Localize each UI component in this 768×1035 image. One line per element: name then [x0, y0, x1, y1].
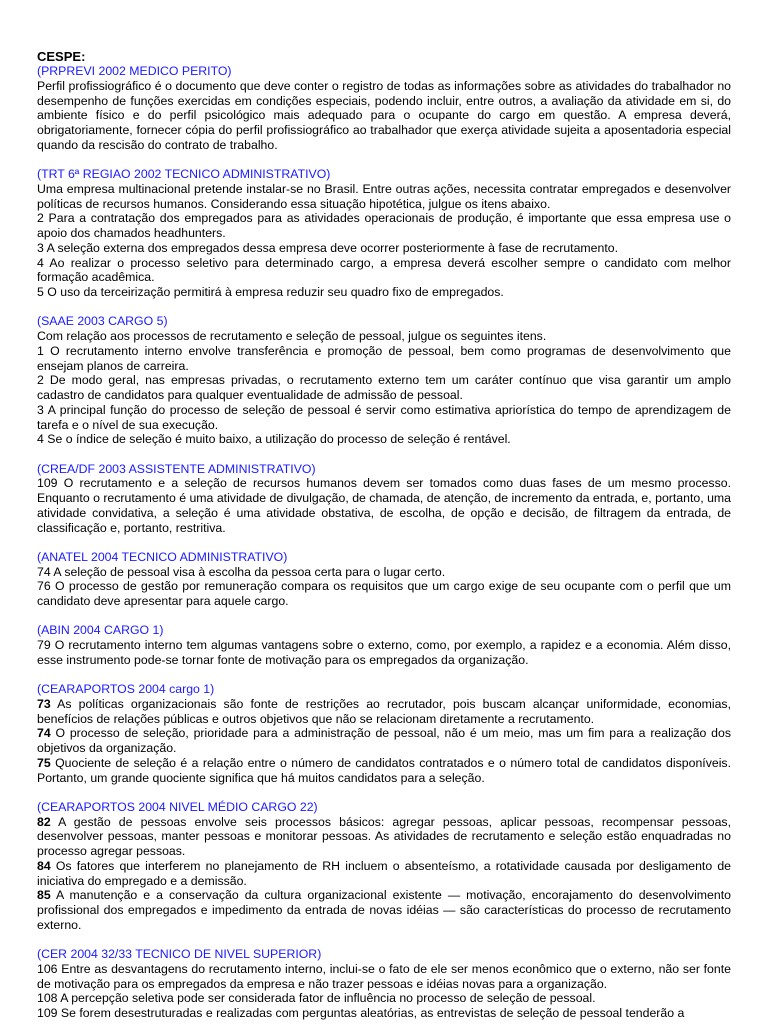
question-item — [37, 962, 731, 992]
item-text: 74 A seleção de pessoal visa à escolha da pessoa certa para o lugar certo. — [37, 564, 446, 579]
item-text: A gestão de pessoas envolve seis processos básicos: agregar pessoas, aplicar pessoas, recompensar pessoas, desenvolver pessoas, manter pessoas e monitorar pessoas. As atividades de recrutamento e seleção estão enquadradas no processo agregar pessoas. — [37, 814, 731, 858]
question-item — [37, 182, 731, 212]
item-number: 74 — [37, 726, 51, 741]
question-item — [37, 241, 731, 256]
question-item — [37, 697, 731, 727]
question-item — [37, 859, 731, 889]
item-text: 5 O uso da terceirização permitirá à empresa reduzir seu quadro fixo de empregados. — [37, 285, 504, 299]
item-text: 106 Entre as desvantagens do recrutamento interno, inclui-se o fato de ele ser menos econômico que o externo, não ser fonte de motivação para os empregados da empresa e não trazer pessoas e idéias novas para a organização. — [37, 961, 731, 991]
exam-section — [37, 623, 731, 667]
question-item — [37, 285, 731, 300]
exam-section — [37, 947, 731, 1021]
question-item — [37, 815, 731, 859]
item-text: Uma empresa multinacional pretende instalar-se no Brasil. Entre outras ações, necessita contratar empregados e desenvolver políticas de recursos humanos. Considerando essa situação hipotética, julgue os itens abaixo. — [37, 181, 731, 211]
item-text: 76 O processo de gestão por remuneração compara os requisitos que um cargo exige de seu ocupante com o perfil que um candidato deve apresentar para aquele cargo. — [37, 579, 731, 608]
item-text: Com relação aos processos de recrutamento e seleção de pessoal, julgue os seguintes itens. — [37, 329, 547, 343]
exam-section — [37, 800, 731, 933]
item-text: As políticas organizacionais são fonte de restrições ao recrutador, pois buscam alcançar uniformidade, economias, benefícios de relações públicas e outros objetivos que não se relacionam diretamente a recrutamento. — [37, 696, 731, 726]
exam-section — [37, 167, 731, 300]
item-text: 2 Para a contratação dos empregados para as atividades operacionais de produção, é importante que essa empresa use o apoio dos chamados headhunters. — [37, 211, 731, 240]
item-text: Perfil profissiográfico é o documento que deve conter o registro de todas as informações sobre as atividades do trabalhador no desempenho de funções exercidas em condições especiais, podendo incluir, entre outros, a avaliação da atividade em si, do ambiente físico e do perfil psicológico mais adequado para o ocupante do cargo em questão. A empresa deverá, obrigatoriamente, fornecer cópia do perfil profissiográfico ao trabalhador que exerça atividade sujeita a aposentadoria especial quando da rescisão do contrato de trabalho. — [37, 78, 731, 152]
item-text: 1 O recrutamento interno envolve transferência e promoção de pessoal, bem como programas de desenvolvimento que ensejam planos de carreira. — [37, 343, 731, 373]
question-item — [37, 403, 731, 433]
question-item — [37, 344, 731, 374]
question-item — [37, 756, 731, 786]
item-text: A manutenção e a conservação da cultura organizacional existente — motivação, encorajamento do desenvolvimento profissional dos empregados e impedimento da entrada de novas idéias — são características do processo de recrutamento externo. — [37, 888, 731, 932]
question-item — [37, 211, 731, 241]
exam-section — [37, 314, 731, 447]
item-number: 75 — [37, 755, 51, 770]
item-text: 109 O recrutamento e a seleção de recursos humanos devem ser tomados como duas fases de um mesmo processo. Enquanto o recrutamento é uma atividade de divulgação, de chamada, de atenção, de incremento da entrada, e, portanto, uma atividade convidativa, a seleção é uma atividade obstativa, de escolha, de opção e decisão, de filtragem da entrada, de classificação e, portanto, restritiva. — [37, 476, 731, 535]
exam-section — [37, 682, 731, 785]
item-text: 3 A principal função do processo de seleção de pessoal é servir como estimativa apriorística do tempo de aprendizagem de tarefa e o nível de sua execução. — [37, 402, 731, 432]
section-heading: (CER 2004 32/33 TECNICO DE NIVEL SUPERIOR) — [37, 947, 322, 961]
item-text: 109 Se forem desestruturadas e realizadas com perguntas aleatórias, as entrevistas de seleção de pessoal tenderão a — [37, 1006, 685, 1020]
exam-section — [37, 64, 731, 153]
section-heading: (CEARAPORTOS 2004 NIVEL MÉDIO CARGO 22) — [37, 799, 318, 814]
item-text: O processo de seleção, prioridade para a administração de pessoal, não é um meio, mas um fim para a realização dos objetivos da organização. — [37, 726, 731, 755]
section-heading: (SAAE 2003 CARGO 5) — [37, 314, 168, 329]
question-item — [37, 373, 731, 403]
section-heading: (ABIN 2004 CARGO 1) — [37, 623, 164, 638]
item-text: 4 Se o índice de seleção é muito baixo, a utilização do processo de seleção é rentável. — [37, 432, 511, 447]
item-text: Quociente de seleção é a relação entre o número de candidatos contratados e o número total de candidatos disponíveis. Portanto, um grande quociente significa que há muitos candidatos para a seleção. — [37, 755, 731, 785]
item-number: 85 — [37, 888, 51, 903]
item-number: 73 — [37, 696, 51, 711]
question-item — [37, 991, 731, 1006]
section-heading: (ANATEL 2004 TECNICO ADMINISTRATIVO) — [37, 549, 288, 564]
item-text: Os fatores que interferem no planejamento de RH incluem o absenteísmo, a rotatividade causada por desligamento de iniciativa do empregado e a demissão. — [37, 858, 731, 888]
item-text: 108 A percepção seletiva pode ser considerada fator de influência no processo de seleção de pessoal. — [37, 991, 596, 1006]
item-text: 4 Ao realizar o processo seletivo para determinado cargo, a empresa deverá escolher sempre o candidato com melhor formação acadêmica. — [37, 255, 731, 285]
question-item — [37, 726, 731, 756]
question-item — [37, 888, 731, 932]
section-heading: (TRT 6ª REGIAO 2002 TECNICO ADMINISTRATIVO) — [37, 167, 331, 181]
question-item — [37, 256, 731, 286]
question-item — [37, 579, 731, 609]
question-item — [37, 79, 731, 153]
question-sections — [37, 64, 731, 1021]
document-page — [37, 49, 731, 1035]
item-number: 82 — [37, 814, 51, 829]
question-item — [37, 476, 731, 535]
question-item — [37, 432, 731, 447]
document-title: CESPE: — [37, 49, 86, 64]
item-text: 79 O recrutamento interno tem algumas vantagens sobre o externo, como, por exemplo, a rapidez e a economia. Além disso, esse instrumento pode-se tornar fonte de motivação para os empregados da organização. — [37, 638, 731, 667]
exam-section — [37, 462, 731, 536]
section-heading: (PRPREVI 2002 MEDICO PERITO) — [37, 64, 232, 78]
question-item — [37, 1006, 731, 1021]
item-text: 3 A seleção externa dos empregados dessa empresa deve ocorrer posteriormente à fase de recrutamento. — [37, 240, 619, 255]
question-item — [37, 565, 731, 580]
question-item — [37, 329, 731, 344]
section-heading: (CEARAPORTOS 2004 cargo 1) — [37, 682, 215, 696]
item-text: 2 De modo geral, nas empresas privadas, o recrutamento externo tem um caráter contínuo que visa garantir um amplo cadastro de candidatos para qualquer eventualidade de admissão de pessoal. — [37, 373, 731, 402]
item-number: 84 — [37, 858, 51, 873]
exam-section — [37, 550, 731, 609]
section-heading: (CREA/DF 2003 ASSISTENTE ADMINISTRATIVO) — [37, 461, 316, 476]
question-item — [37, 638, 731, 668]
